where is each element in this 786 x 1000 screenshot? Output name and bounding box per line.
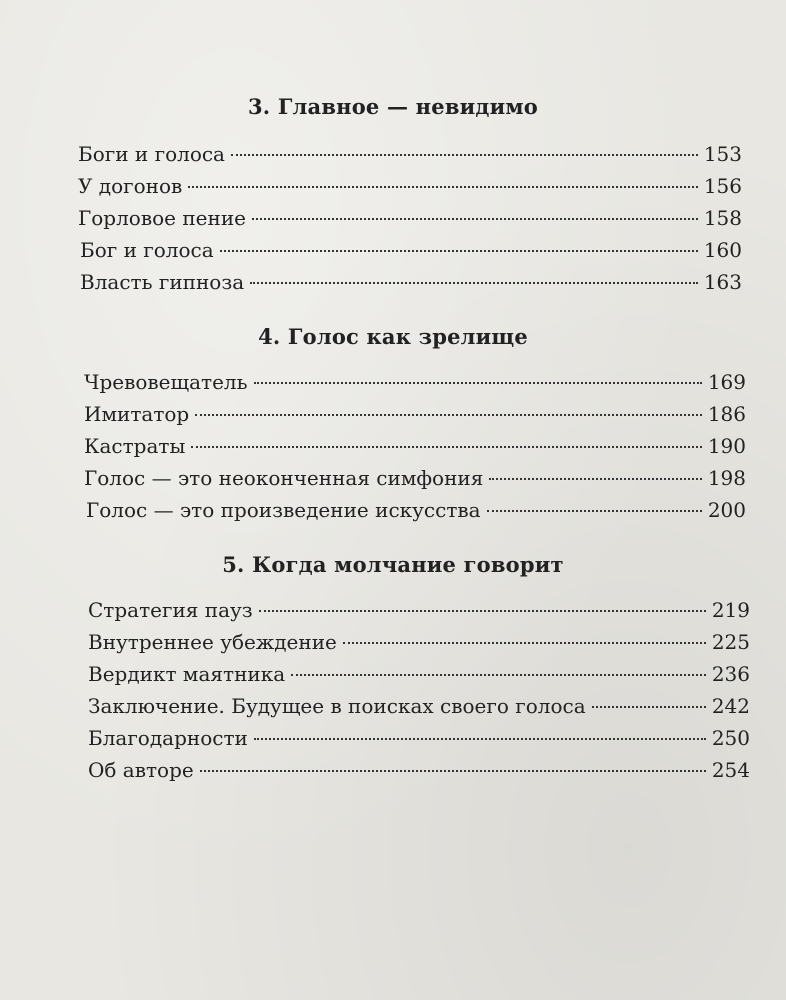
toc-entry-label: Внутреннее убеждение <box>88 630 337 654</box>
toc-entry-page: 190 <box>707 434 746 458</box>
toc-entry[interactable] <box>84 400 746 428</box>
section-title-5: 5. Когда молчание говорит <box>222 552 564 577</box>
toc-entry-page: 254 <box>711 758 750 782</box>
toc-entry[interactable] <box>88 724 750 752</box>
dot-leader <box>291 674 706 676</box>
dot-leader <box>188 186 697 188</box>
toc-entry-label: Благодарности <box>88 726 248 750</box>
section-title-3: 3. Главное — невидимо <box>247 94 539 119</box>
toc-entry-page: 200 <box>707 498 746 522</box>
toc-entry[interactable] <box>80 236 742 264</box>
toc-entry-label: У догонов <box>78 174 183 198</box>
toc-entry-label: Имитатор <box>84 402 190 426</box>
dot-leader <box>231 154 698 156</box>
toc-entry-label: Стратегия пауз <box>88 598 253 622</box>
dot-leader <box>254 738 706 740</box>
toc-entry-page: 250 <box>711 726 750 750</box>
dot-leader <box>254 382 702 384</box>
toc-entry-label: Чревовещатель <box>84 370 248 394</box>
dot-leader <box>200 770 706 772</box>
dot-leader <box>191 446 701 448</box>
toc-entry-label: Заключение. Будущее в поисках своего голоса <box>88 694 586 718</box>
dot-leader <box>343 642 706 644</box>
section-title-4: 4. Голос как зрелище <box>258 324 528 349</box>
toc-entry-label: Кастраты <box>84 434 186 458</box>
toc-entry[interactable] <box>88 628 750 656</box>
toc-entry-page: 156 <box>703 174 742 198</box>
toc-entry[interactable] <box>78 172 742 200</box>
toc-entry[interactable] <box>84 432 746 460</box>
toc-entry-label: Голос — это произведение искусства <box>86 498 481 522</box>
toc-entry-page: 225 <box>711 630 750 654</box>
toc-entry-label: Бог и голоса <box>80 238 214 262</box>
toc-entry[interactable] <box>88 692 750 720</box>
toc-entry-page: 163 <box>703 270 742 294</box>
toc-entry-page: 186 <box>707 402 746 426</box>
toc-entry-label: Об авторе <box>88 758 194 782</box>
toc-entry-label: Власть гипноза <box>80 270 245 294</box>
dot-leader <box>195 414 702 416</box>
toc-entry[interactable] <box>78 204 742 232</box>
toc-entry-page: 198 <box>707 466 746 490</box>
dot-leader <box>250 282 698 284</box>
dot-leader <box>489 478 701 480</box>
toc-entry-label: Голос — это неоконченная симфония <box>84 466 484 490</box>
toc-entry-label: Горловое пение <box>78 206 246 230</box>
toc-entry-page: 153 <box>703 142 742 166</box>
dot-leader <box>592 706 706 708</box>
toc-entry-label: Боги и голоса <box>78 142 225 166</box>
toc-entry-page: 219 <box>711 598 750 622</box>
toc-entry-page: 169 <box>707 370 746 394</box>
toc-entry-page: 236 <box>711 662 750 686</box>
toc-entry[interactable] <box>88 756 750 784</box>
toc-entry[interactable] <box>86 496 746 524</box>
toc-entry[interactable] <box>84 464 746 492</box>
dot-leader <box>487 510 702 512</box>
toc-entry-page: 158 <box>703 206 742 230</box>
toc-entry-label: Вердикт маятника <box>88 662 286 686</box>
dot-leader <box>220 250 698 252</box>
dot-leader <box>259 610 706 612</box>
toc-entry[interactable] <box>88 660 750 688</box>
toc-entry-page: 160 <box>703 238 742 262</box>
toc-entry[interactable] <box>80 268 742 296</box>
toc-entry[interactable] <box>78 140 742 168</box>
toc-entry[interactable] <box>88 596 750 624</box>
toc-entry-page: 242 <box>711 694 750 718</box>
dot-leader <box>252 218 698 220</box>
toc-entry[interactable] <box>84 368 746 396</box>
